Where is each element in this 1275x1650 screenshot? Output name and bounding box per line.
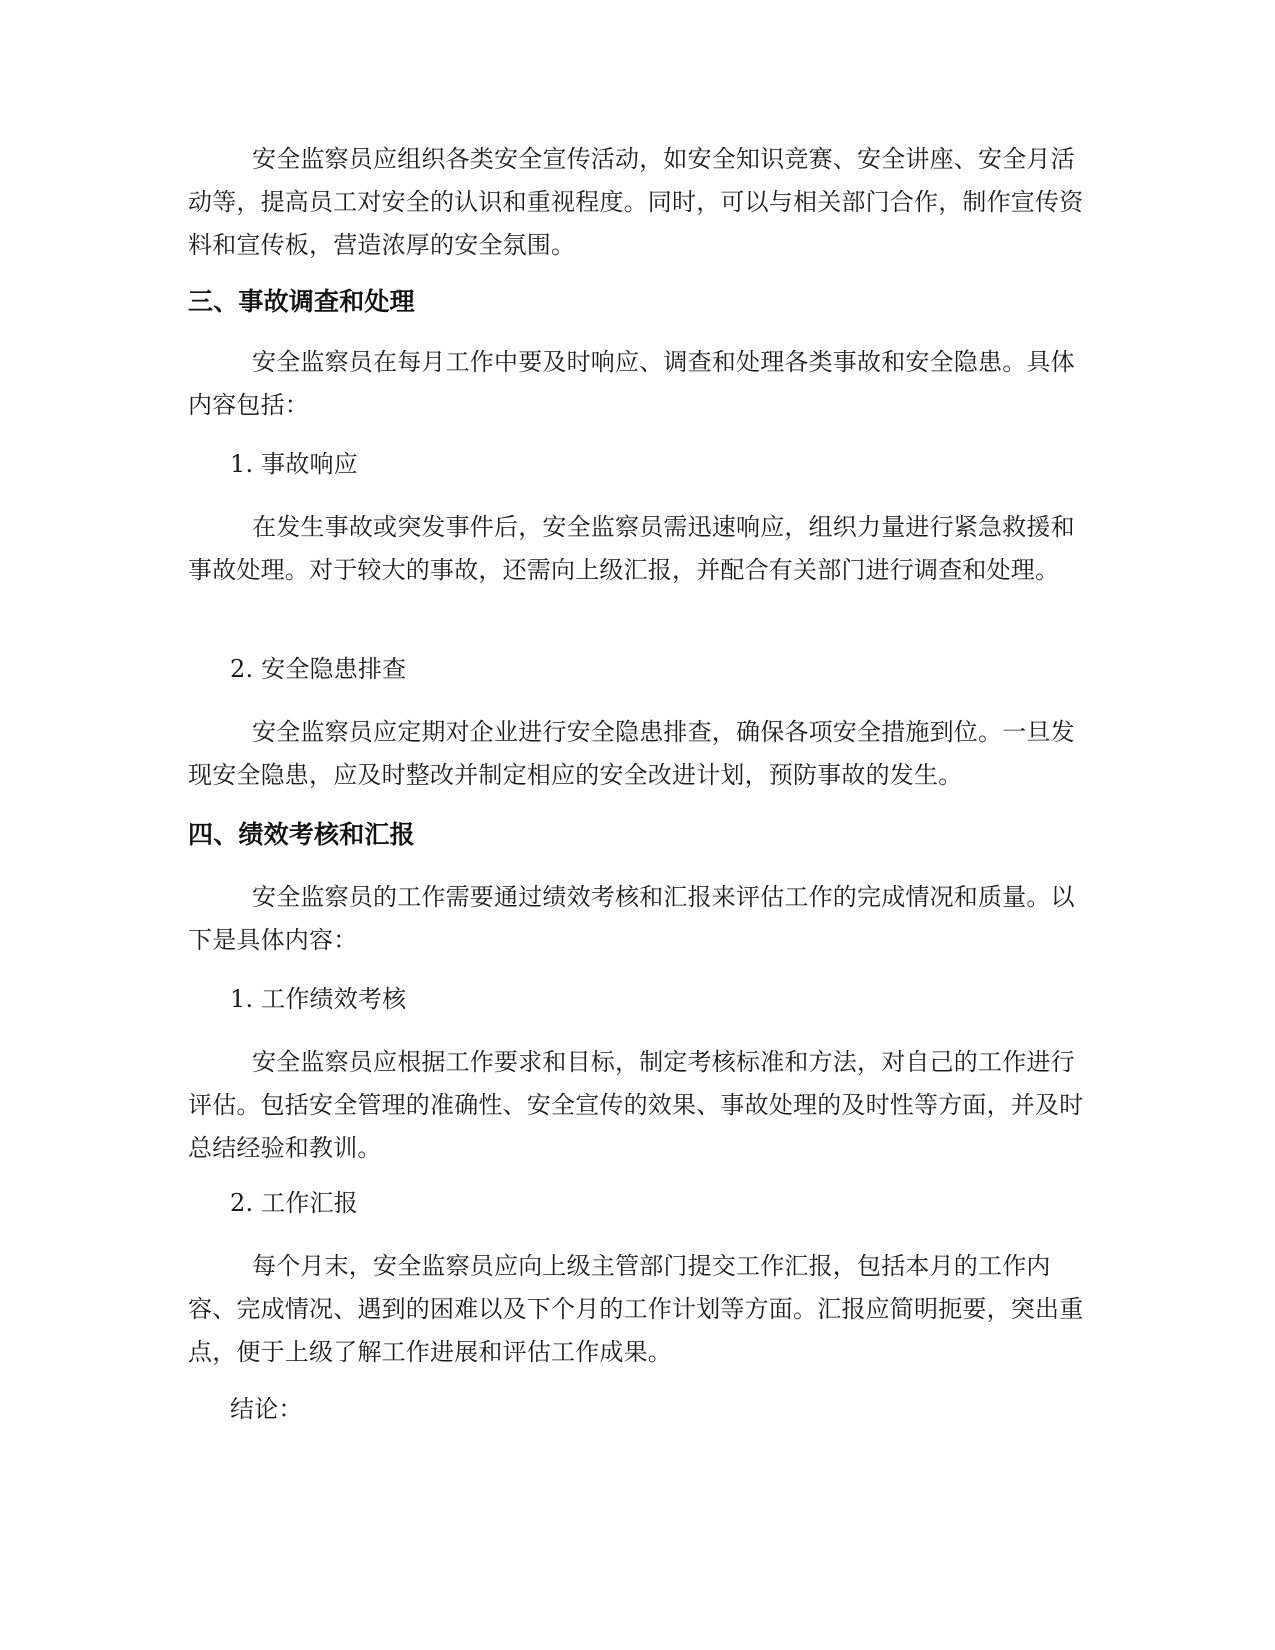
paragraph-work-report: 每个月末，安全监察员应向上级主管部门提交工作汇报，包括本月的工作内容、完成情况、遇到的困难以及下个月的工作计划等方面。汇报应简明扼要，突出重点，便于上级了解工作进展和评估工作成果。 <box>188 1252 1084 1366</box>
paragraph-safety-promotion: 安全监察员应组织各类安全宣传活动，如安全知识竞赛、安全讲座、安全月活动等，提高员工对安全的认识和重视程度。同时，可以与相关部门合作，制作宣传资料和宣传板，营造浓厚的安全氛围。 <box>188 145 1084 259</box>
list-item-accident-response: 1. 事故响应 <box>230 450 358 478</box>
paragraph-performance-intro: 安全监察员的工作需要通过绩效考核和汇报来评估工作的完成情况和质量。以下是具体内容： <box>188 883 1075 954</box>
list-item-work-report: 2. 工作汇报 <box>230 1189 358 1217</box>
paragraph-accident-intro: 安全监察员在每月工作中要及时响应、调查和处理各类事故和安全隐患。具体内容包括： <box>188 348 1075 419</box>
section-heading-accident-investigation: 三、事故调查和处理 <box>188 287 415 316</box>
paragraph-hazard-inspection: 安全监察员应定期对企业进行安全隐患排查，确保各项安全措施到位。一旦发现安全隐患，应及时整改并制定相应的安全改进计划，预防事故的发生。 <box>188 718 1075 789</box>
conclusion-label: 结论： <box>230 1395 303 1423</box>
paragraph-performance-assessment: 安全监察员应根据工作要求和目标，制定考核标准和方法，对自己的工作进行评估。包括安全管理的准确性、安全宣传的效果、事故处理的及时性等方面，并及时总结经验和教训。 <box>188 1048 1084 1162</box>
list-item-hazard-inspection: 2. 安全隐患排查 <box>230 655 407 683</box>
list-item-performance-assessment: 1. 工作绩效考核 <box>230 985 407 1013</box>
section-heading-performance-review: 四、绩效考核和汇报 <box>188 820 415 849</box>
paragraph-accident-response: 在发生事故或突发事件后，安全监察员需迅速响应，组织力量进行紧急救援和事故处理。对于较大的事故，还需向上级汇报，并配合有关部门进行调查和处理。 <box>188 513 1075 584</box>
